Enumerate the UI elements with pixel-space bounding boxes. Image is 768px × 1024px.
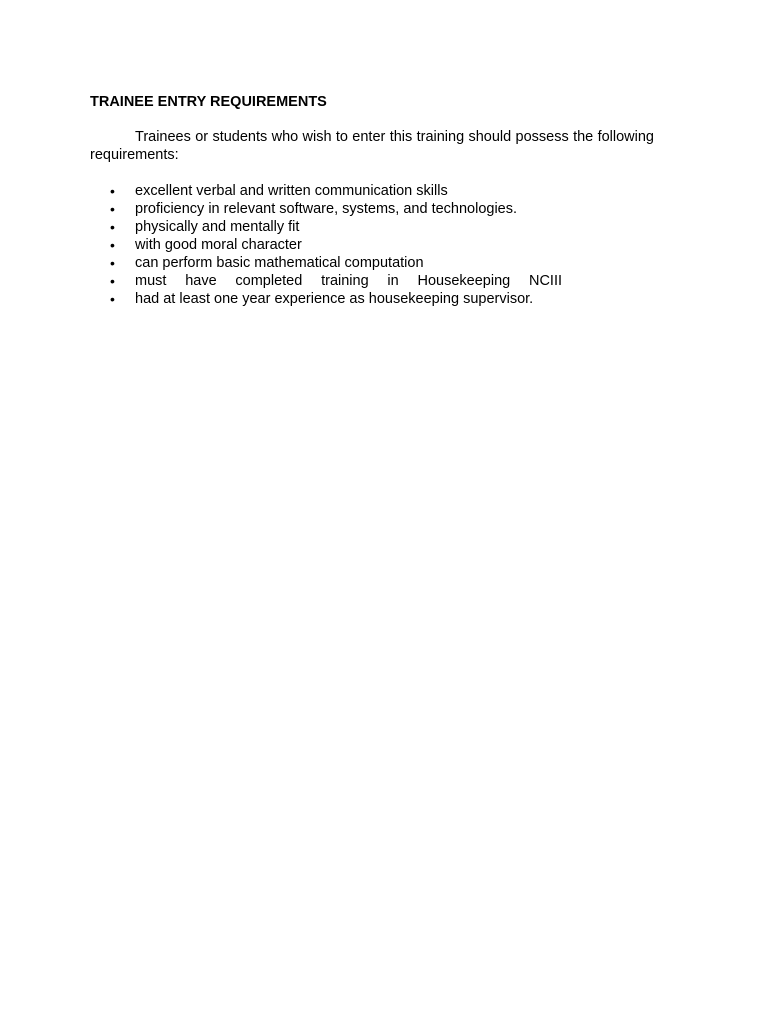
bullet-icon: • (110, 201, 115, 217)
list-item (90, 218, 654, 236)
bullet-icon: • (110, 183, 115, 199)
list-item (90, 236, 654, 254)
requirement-text: physically and mentally fit (135, 219, 300, 235)
bullet-icon: • (110, 237, 115, 253)
requirement-text: excellent verbal and written communication skills (135, 183, 448, 199)
requirement-text: had at least one year experience as housekeeping supervisor. (135, 291, 534, 307)
list-item (90, 254, 654, 272)
requirement-text: with good moral character (135, 237, 302, 253)
bullet-icon: • (110, 291, 115, 307)
list-item (90, 200, 654, 218)
requirement-text: proficiency in relevant software, systems, and technologies. (135, 201, 518, 217)
intro-paragraph: Trainees or students who wish to enter this training should possess the following requirements: (90, 129, 654, 163)
requirement-text: must have completed training in Housekeeping NCIII (135, 273, 562, 289)
bullet-icon: • (110, 273, 115, 289)
requirements-list (90, 182, 654, 308)
requirement-text: can perform basic mathematical computation (135, 255, 424, 271)
section-title: TRAINEE ENTRY REQUIREMENTS (90, 94, 327, 110)
list-item (90, 272, 562, 290)
bullet-icon: • (110, 255, 115, 271)
bullet-icon: • (110, 219, 115, 235)
list-item (90, 290, 654, 308)
list-item (90, 182, 654, 200)
document-page (90, 93, 654, 308)
